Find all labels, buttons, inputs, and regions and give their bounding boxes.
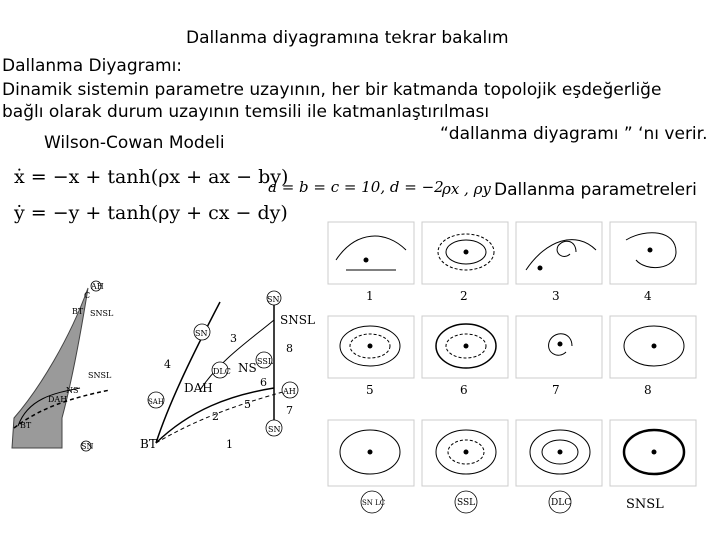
region-5: 5 [244,398,251,411]
label-dah: DAH [48,395,68,404]
label-ns: NS [66,386,79,395]
region-7: 7 [286,404,293,417]
label-bt: BT [140,437,157,451]
label-c: C [84,291,91,300]
portrait-row-1 [328,222,696,303]
portrait-label-8: 8 [644,383,652,397]
region-1: 1 [226,438,233,451]
label-dah: DAH [184,381,213,395]
region-4: 4 [164,358,171,371]
label-sn-bottom: SN [268,425,281,434]
curve-left [156,302,220,443]
label-sn-top: SN [267,295,280,304]
portrait-label-2: 2 [460,289,468,303]
portrait-label-6: 6 [460,383,468,397]
model-name: Wilson-Cowan Modeli [44,133,225,153]
middle-diagram-labels [140,291,315,451]
portrait-label-dlc: DLC [551,498,572,508]
portrait-label-ssl: SSL [457,498,476,508]
label-snsl-mid: SNSL [88,371,112,380]
label-dlc: DLC [213,367,231,376]
label-bt-bottom: BT [20,421,32,430]
middle-bifurcation-diagram [140,280,315,455]
portrait-row-3 [328,420,696,513]
left-bifurcation-diagram [0,278,130,458]
portrait-label-sn-lc: SN LC [362,499,386,507]
equation-x: ẋ = −x + tanh(ρx + ax − by) [14,166,289,188]
body-line-3: “dallanma diyagramı ” ‘nı verir. [440,124,708,144]
portrait-label-1: 1 [366,289,374,303]
region-2: 2 [212,410,219,423]
body-line-2: bağlı olarak durum uzayının temsili ile katmanlaştırılması [2,102,490,122]
equation-y: ẏ = −y + tanh(ρy + cx − dy) [14,202,288,224]
slide-title: Dallanma diyagramına tekrar bakalım [186,28,509,48]
section-heading: Dallanma Diyagramı: [2,56,183,76]
label-sah: SAH [148,398,164,406]
body-line-1: Dinamik sistemin parametre uzayının, her bir katmanda topolojik eşdeğerliğe [2,80,662,100]
label-sn: SN [81,442,94,451]
label-sn-left: SN [195,329,208,338]
portrait-label-snsl: SNSL [626,497,664,512]
portrait-row-2 [328,316,696,397]
label-bt-top: BT [72,307,84,316]
label-snsl-top: SNSL [90,309,114,318]
label-ah: AH [283,387,296,396]
label-snsl: SNSL [280,313,315,327]
bifurcation-parameters-label: Dallanma parametreleri [494,180,697,200]
region-3: 3 [230,332,237,345]
portrait-label-3: 3 [552,289,560,303]
region-6: 6 [260,376,267,389]
label-ah: AH [91,282,104,291]
label-ssl: SSL [257,357,274,366]
label-ns: NS [238,361,257,375]
portrait-label-4: 4 [644,289,652,303]
portrait-label-5: 5 [366,383,374,397]
bifurcation-parameters: ρx , ρy [442,180,491,198]
phase-portraits-grid [326,220,706,520]
parameter-values: a = b = c = 10, d = −2 [268,178,444,196]
portrait-label-7: 7 [552,383,560,397]
region-8: 8 [286,342,293,355]
